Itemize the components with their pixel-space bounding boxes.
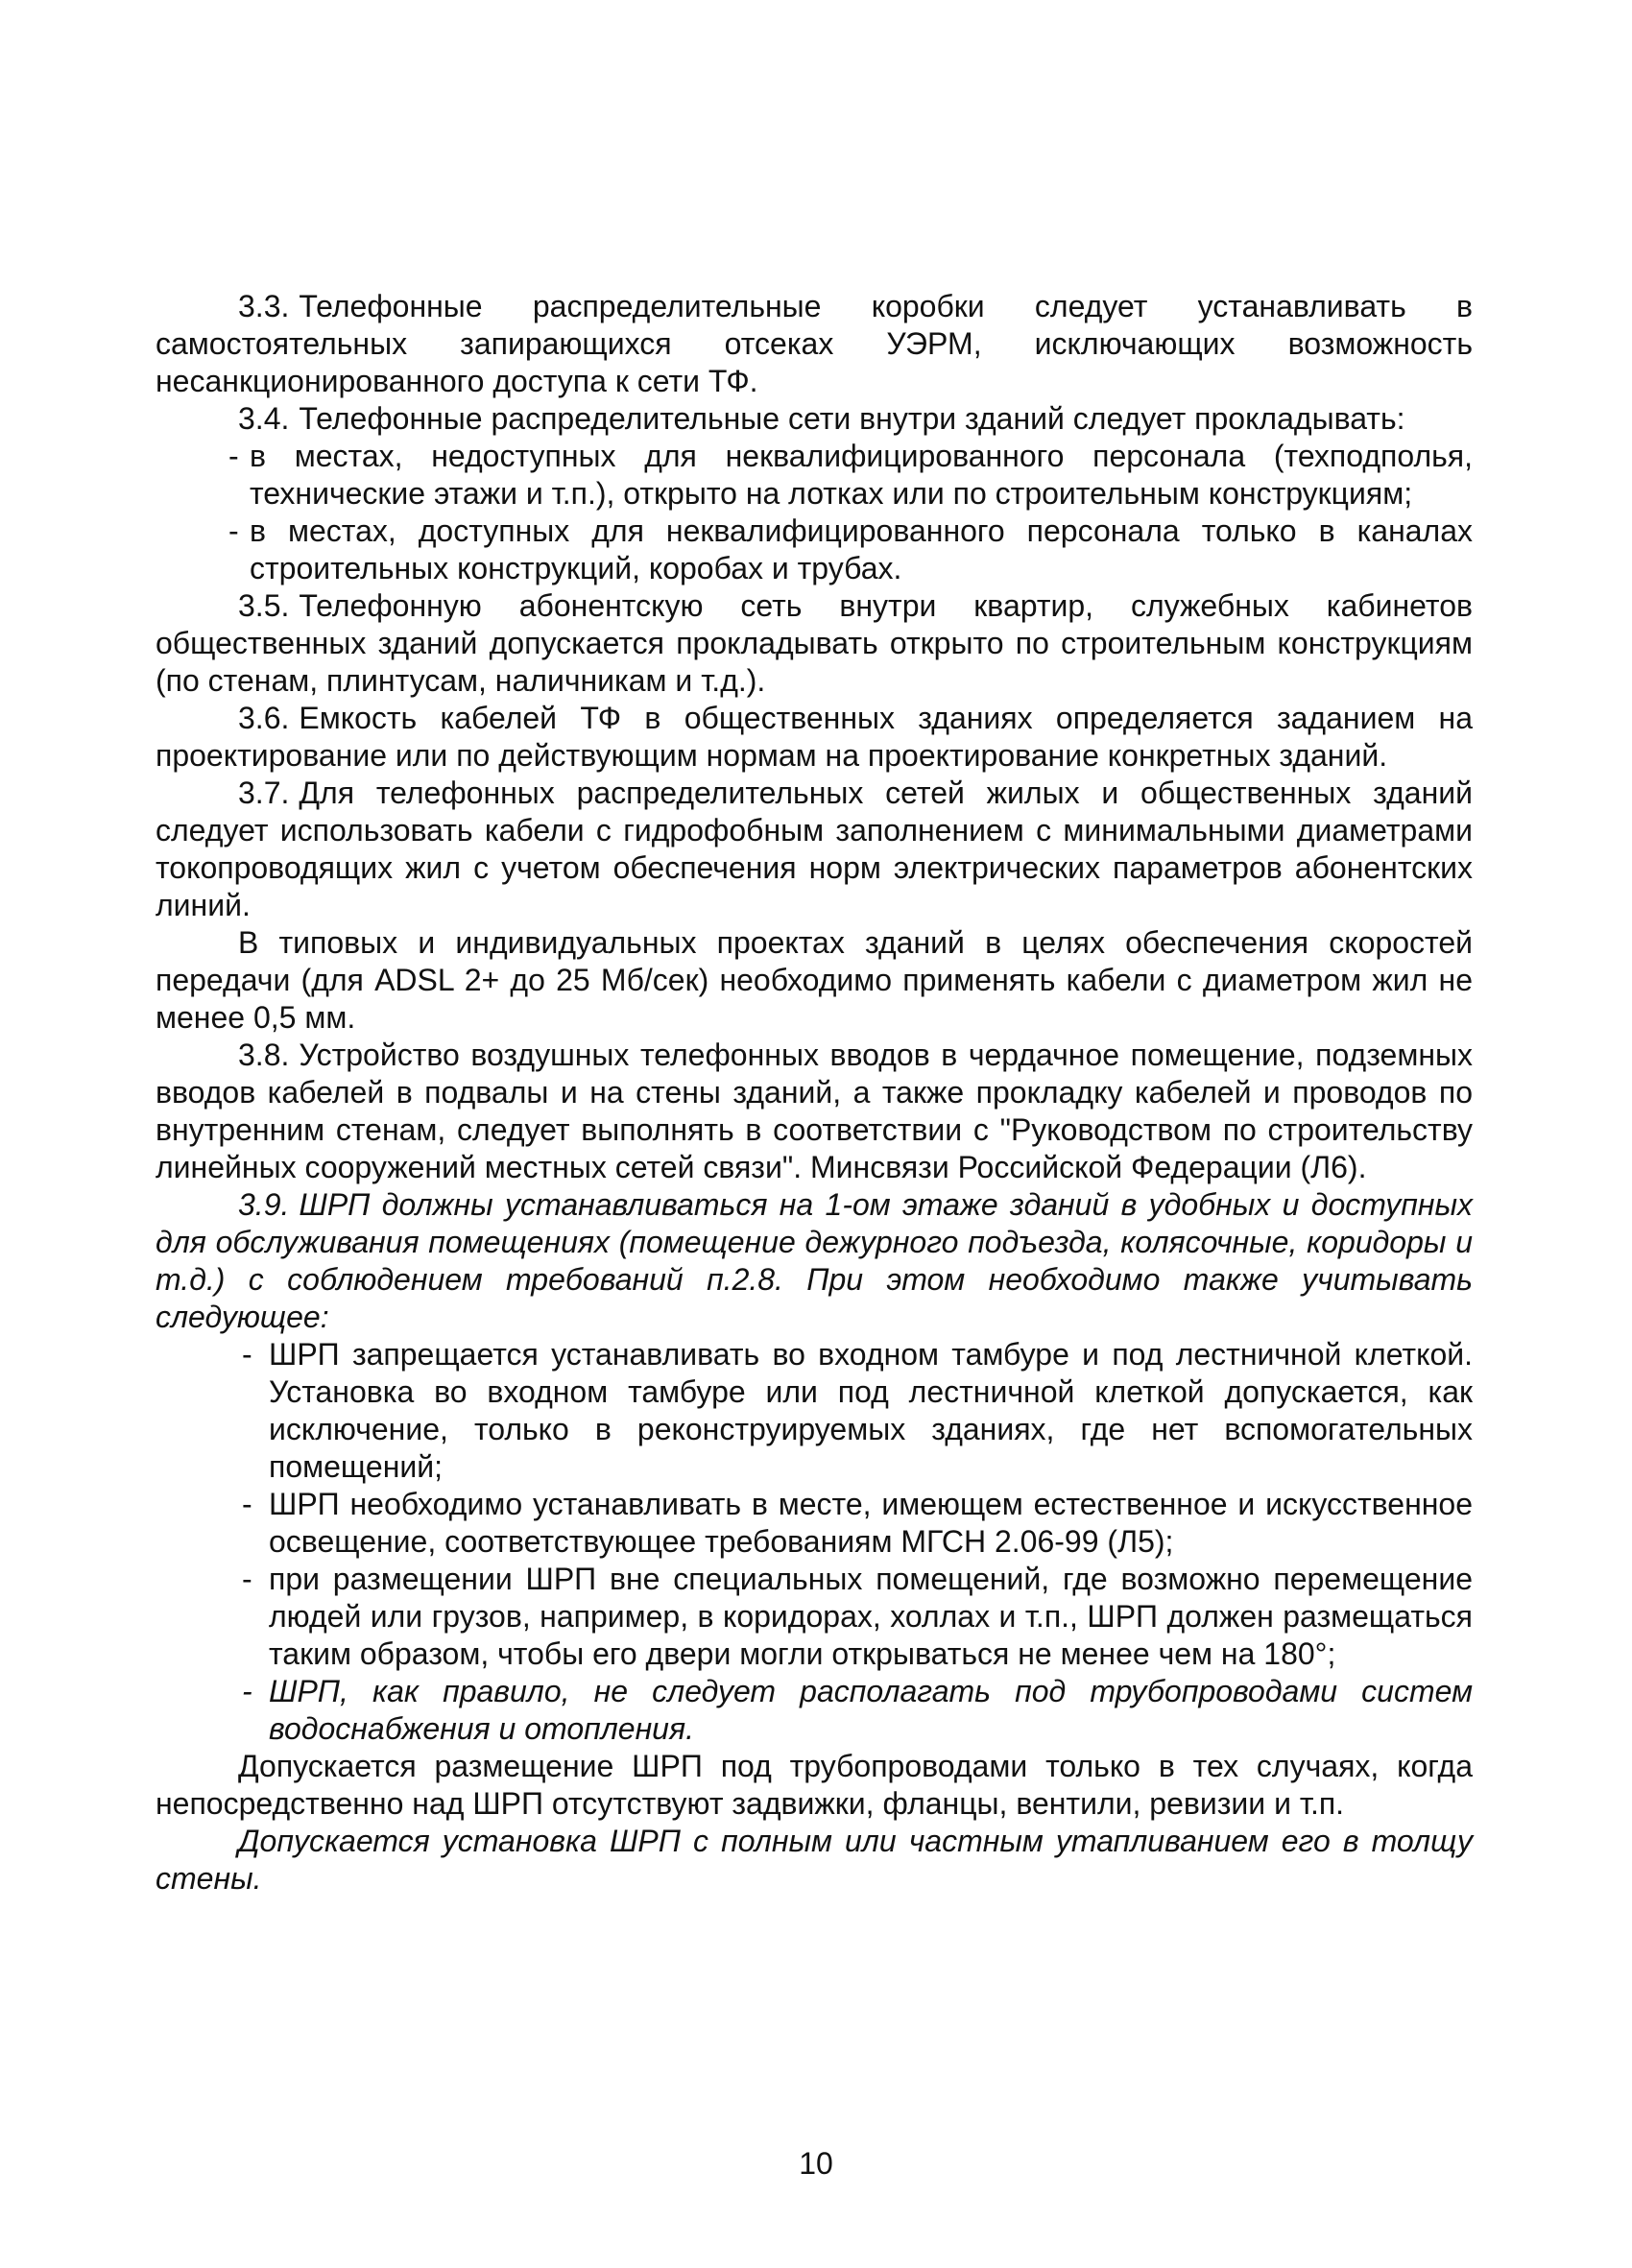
paragraph-recess [156, 1823, 1473, 1898]
paragraph-3-7 [156, 775, 1473, 924]
item-number: 3.8. [238, 1038, 290, 1072]
list-item-text: ШРП, как правило, не следует располагать под трубопроводами систем водоснабжения и отопления. [269, 1674, 1473, 1746]
list-item-text: в местах, недоступных для неквалифицированного персонала (техподполья, технические этажи и т.п.), открыто на лотках или по строительным конструкциям; [250, 439, 1473, 511]
item-text: Емкость кабелей ТФ в общественных зданиях определяется заданием на проектирование или по действующим нормам на проектирование конкретных зданий. [156, 701, 1473, 773]
list-item-text: при размещении ШРП вне специальных помещений, где возможно перемещение людей или грузов, например, в коридорах, холлах и т.п., ШРП должен размещаться таким образом, чтобы его двери могли открываться не менее чем на 180°; [269, 1562, 1473, 1671]
item-text: Телефонные распределительные сети внутри зданий следует прокладывать: [299, 401, 1405, 436]
paragraph-placement [156, 1748, 1473, 1823]
document-body [156, 288, 1473, 1898]
item-number: 3.3. [238, 289, 290, 323]
dash-bullet: - [242, 1674, 252, 1708]
paragraph-3-4 [156, 400, 1473, 438]
list-item [156, 1673, 1473, 1748]
item-number: 3.5. [238, 588, 290, 623]
item-text: Допускается установка ШРП с полным или частным утапливанием его в толщу стены. [156, 1824, 1473, 1896]
page-number: 10 [799, 2146, 833, 2181]
list-item-text: ШРП необходимо устанавливать в месте, имеющем естественное и искусственное освещение, соответствующее требованиям МГСН 2.06-99 (Л5); [269, 1487, 1473, 1559]
item-text: В типовых и индивидуальных проектах зданий в целях обеспечения скоростей передачи (для ADSL 2+ до 25 Мб/сек) необходимо применять кабели с диаметром жил не менее 0,5 мм. [156, 925, 1473, 1035]
item-text: Телефонную абонентскую сеть внутри квартир, служебных кабинетов общественных зданий допускается прокладывать открыто по строительным конструкциям (по стенам, плинтусам, наличникам и т.д.). [156, 588, 1473, 698]
bullet-list-3-9 [156, 1336, 1473, 1748]
dash-bullet: - [242, 1337, 252, 1372]
list-item [156, 513, 1473, 587]
item-text: Телефонные распределительные коробки следует устанавливать в самостоятельных запирающихся отсеках УЭРМ, исключающих возможность несанкционированного доступа к сети ТФ. [156, 289, 1473, 398]
paragraph-3-8 [156, 1037, 1473, 1186]
dash-bullet: - [242, 1487, 252, 1521]
dash-bullet: - [242, 1562, 252, 1596]
dash-bullet: - [228, 513, 239, 548]
list-item [156, 1561, 1473, 1673]
item-text: Допускается размещение ШРП под трубопроводами только в тех случаях, когда непосредственно над ШРП отсутствуют задвижки, фланцы, вентили, ревизии и т.п. [156, 1749, 1473, 1821]
paragraph-3-5 [156, 587, 1473, 700]
item-text: Для телефонных распределительных сетей жилых и общественных зданий следует использовать кабели с гидрофобным заполнением с минимальными диаметрами токопроводящих жил с учетом обеспечения норм электрических параметров абонентских линий. [156, 776, 1473, 922]
item-number: 3.4. [238, 401, 290, 436]
item-number: 3.7. [238, 776, 290, 810]
list-item [156, 1336, 1473, 1486]
bullet-list-3-4 [156, 438, 1473, 587]
item-number: 3.6. [238, 701, 290, 735]
item-number: 3.9. [238, 1187, 290, 1222]
item-text: Устройство воздушных телефонных вводов в чердачное помещение, подземных вводов кабелей в подвалы и на стены зданий, а также прокладку кабелей и проводов по внутренним стенам, следует выполнять в соответствии с "Руководством по строительству линейных сооружений местных сетей связи". Минсвязи Российской Федерации (Л6). [156, 1038, 1473, 1184]
list-item [156, 438, 1473, 513]
paragraph-3-9 [156, 1186, 1473, 1336]
list-item-text: в местах, доступных для неквалифицированного персонала только в каналах строительных конструкций, коробах и трубах. [250, 513, 1473, 585]
paragraph-3-6 [156, 700, 1473, 775]
dash-bullet: - [228, 439, 239, 473]
list-item [156, 1486, 1473, 1561]
paragraph-adsl [156, 924, 1473, 1037]
item-text: ШРП должны устанавливаться на 1-ом этаже зданий в удобных и доступных для обслуживания помещениях (помещение дежурного подъезда, колясочные, коридоры и т.д.) с соблюдением требований п.2.8. При этом необходимо также учитывать следующее: [156, 1187, 1473, 1334]
paragraph-3-3 [156, 288, 1473, 400]
list-item-text: ШРП запрещается устанавливать во входном тамбуре и под лестничной клеткой. Установка во входном тамбуре или под лестничной клеткой допускается, как исключение, только в реконструируемых зданиях, где нет вспомогательных помещений; [269, 1337, 1473, 1484]
